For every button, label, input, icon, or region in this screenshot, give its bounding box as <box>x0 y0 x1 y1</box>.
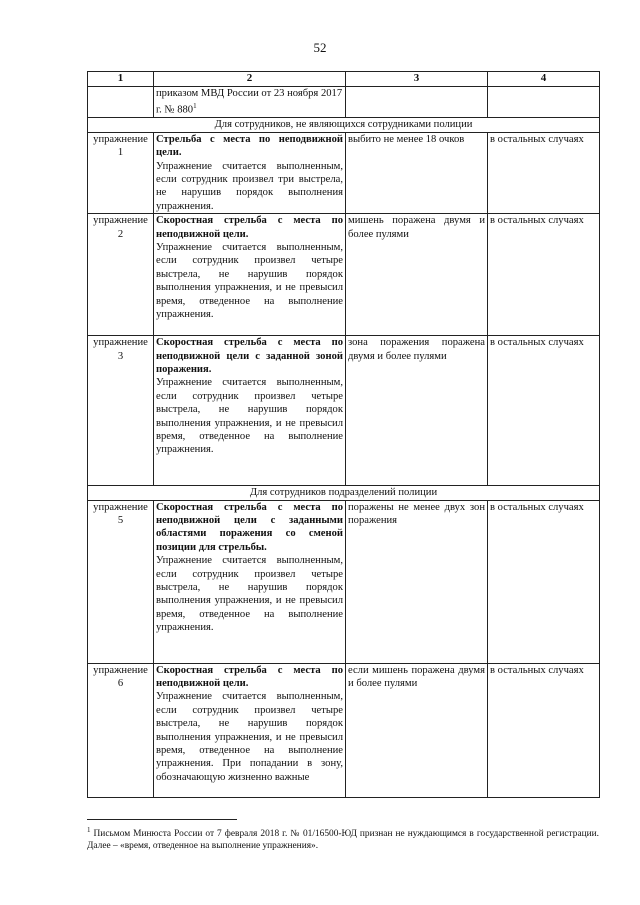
exercise-criterion: поражены не менее двух зон поражения <box>346 500 488 663</box>
exercise-title: Скоростная стрельба с места по неподвижной цели. <box>156 664 343 689</box>
footnote-separator <box>87 819 237 820</box>
exercise-criterion: мишень поражена двумя и более пулями <box>346 214 488 336</box>
table-row <box>88 214 600 336</box>
exercise-other: в остальных случаях <box>488 500 600 663</box>
exercise-title: Скоростная стрельба с места по неподвижной цели с заданными областями поражения со сменой позиции для стрельбы. <box>156 501 343 553</box>
exercise-description <box>154 663 346 797</box>
table-row <box>88 132 600 213</box>
footnote-text: Письмом Минюста России от 7 февраля 2018 г. № 01/16500-ЮД признан не нуждающимся в государственной регистрации. Далее – «время, отведенное на выполнение упражнения». <box>87 829 599 852</box>
exercise-title: Скоростная стрельба с места по неподвижной цели. <box>156 215 343 240</box>
page-number: 52 <box>313 40 327 55</box>
exercise-number: упражнение 2 <box>88 214 154 336</box>
exercise-description <box>154 336 346 486</box>
continuation-text: приказом МВД России от 23 ноября 2017 г. № 880 <box>156 88 343 116</box>
section-row <box>88 118 600 132</box>
table-row <box>88 500 600 663</box>
footnote-ref: 1 <box>193 102 197 111</box>
table-header-row <box>88 72 600 87</box>
exercise-title: Скоростная стрельба с места по неподвижной цели с заданной зоной поражения. <box>156 337 343 375</box>
exercise-text: Упражнение считается выполненным, если сотрудник произвел четыре выстрела, не нарушив порядок выполнения упражнения, и не превысил время, отведенное на выполнение упражнения. <box>156 242 343 321</box>
table-row <box>88 336 600 486</box>
footnote-mark: 1 <box>87 826 91 834</box>
table-row <box>88 663 600 797</box>
exercise-text: Упражнение считается выполненным, если сотрудник произвел четыре выстрела, не нарушив порядок выполнения упражнения, и не превысил время, отведенное на выполнение упражнения. При попадании в зону, обозначающую жизненно важные <box>156 691 343 783</box>
continuation-row <box>88 87 600 118</box>
section-row <box>88 486 600 500</box>
continuation-cell <box>154 87 346 118</box>
exercise-criterion: выбито не менее 18 очков <box>346 132 488 213</box>
section-heading: Для сотрудников подразделений полиции <box>88 486 600 500</box>
exercise-other: в остальных случаях <box>488 132 600 213</box>
exercise-other: в остальных случаях <box>488 663 600 797</box>
column-header: 2 <box>154 72 346 87</box>
exercise-other: в остальных случаях <box>488 336 600 486</box>
exercise-description <box>154 214 346 336</box>
column-header: 1 <box>88 72 154 87</box>
exercise-criterion: если мишень поражена двумя и более пулями <box>346 663 488 797</box>
section-heading: Для сотрудников, не являющихся сотрудниками полиции <box>88 118 600 132</box>
exercise-criterion: зона поражения поражена двумя и более пулями <box>346 336 488 486</box>
exercise-title: Стрельба с места по неподвижной цели. <box>156 133 343 159</box>
exercise-number: упражнение 5 <box>88 500 154 663</box>
column-header: 4 <box>488 72 600 87</box>
exercise-text: Упражнение считается выполненным, если сотрудник произвел четыре выстрела, не нарушив порядок выполнения упражнения, и не превысил время, отведенное на выполнение упражнения. <box>156 555 343 634</box>
exercise-other: в остальных случаях <box>488 214 600 336</box>
exercise-text: Упражнение считается выполненным, если сотрудник произвел три выстрела, не нарушив порядок выполнения упражнения. <box>156 160 343 212</box>
exercise-text: Упражнение считается выполненным, если сотрудник произвел четыре выстрела, не нарушив порядок выполнения упражнения, и не превысил время, отведенное на выполнение упражнения. <box>156 377 343 456</box>
exercise-number: упражнение 6 <box>88 663 154 797</box>
footnote <box>87 824 599 852</box>
exercise-number: упражнение 1 <box>88 132 154 213</box>
shooting-exercises-table <box>87 71 600 798</box>
exercise-number: упражнение 3 <box>88 336 154 486</box>
exercise-description <box>154 500 346 663</box>
column-header: 3 <box>346 72 488 87</box>
exercise-description <box>154 132 346 213</box>
